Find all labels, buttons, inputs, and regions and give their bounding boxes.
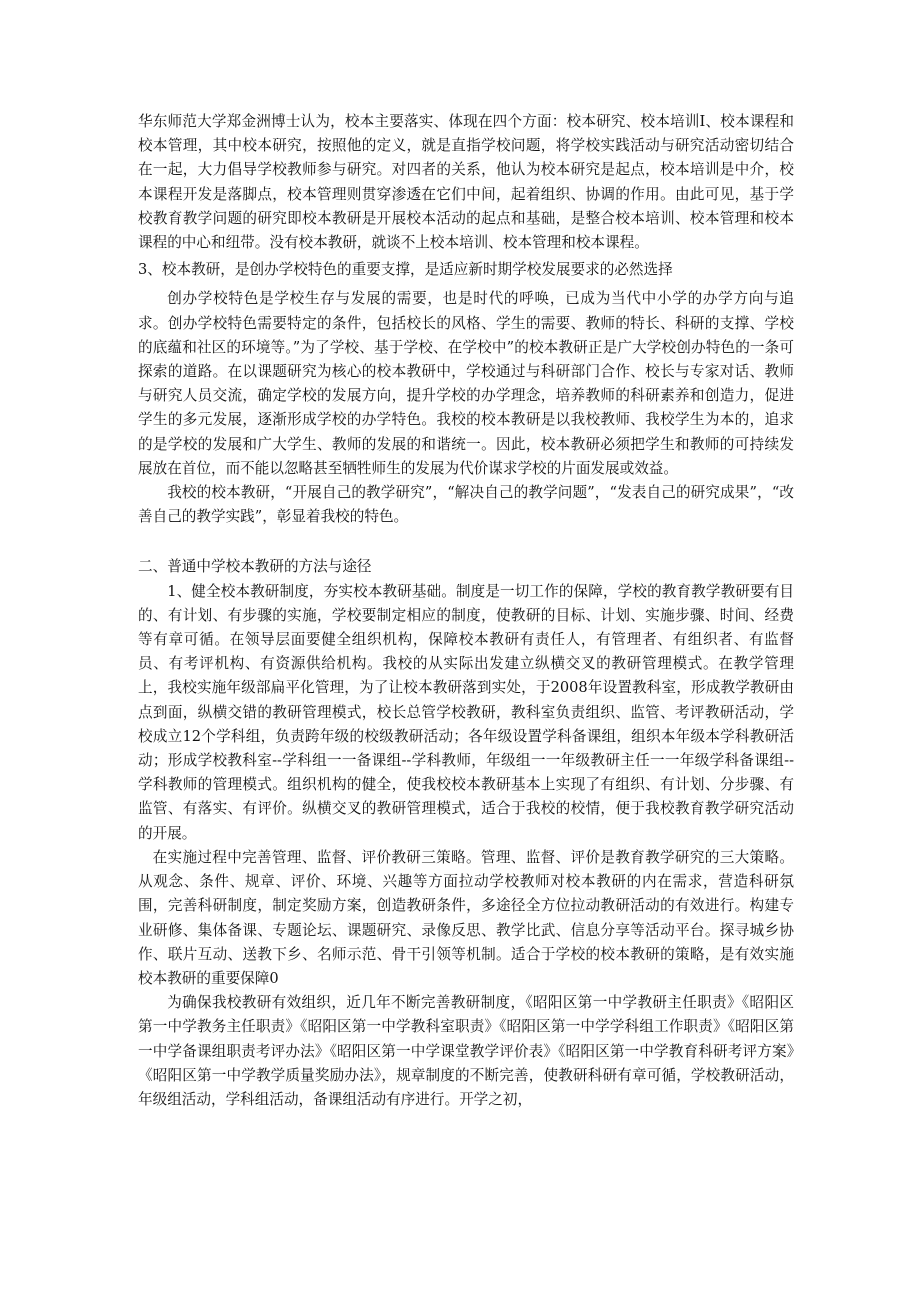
paragraph-management-strategy: 在实施过程中完善管理、监督、评价教研三策略。管理、监督、评价是教育教学研究的三大策略。从观念、条件、规章、评价、环境、兴趣等方面拉动学校教师对校本教研的内在需求，营造科研氛围，完善科研制度，制定奖励方案，创造教研条件，多途径全方位拉动教研活动的有效进行。构建专业研修、集体备课、专题论坛、课题研究、录像反思、教学比武、信息分享等活动平台。探寻城乡协作、联片互动、送教下乡、名师示范、骨干引领等机制。适合于学校的校本教研的策略，是有效实施校本教研的重要保障0 xyxy=(138,848,794,987)
document-body xyxy=(138,110,794,1112)
paragraph-system-building: 1、健全校本教研制度，夯实校本教研基础。制度是一切工作的保障，学校的教育教学教研要有目的、有计划、有步骤的实施，学校要制定相应的制度，使教研的目标、计划、实施步骤、时间、经费等有章可循。在领导层面要健全组织机构，保障校本教研有责任人，有管理者、有组织者、有监督员、有考评机构、有资源供给机构。我校的从实际出发建立纵横交叉的教研管理模式。在教学管理上，我校实施年级部扁平化管理，为了让校本教研落到实处，于2008年设置教科室，形成教学教研由点到面，纵横交错的教研管理模式，校长总管学校教研，教科室负责组织、监管、考评教研活动，学校成立12个学科组，负责跨年级的校级教研活动；各年级设置学科备课组，组织本年级本学科教研活动；形成学校教科室--学科组一一备课组--学科教师，年级组一一年级教研主任一一年级学科备课组--学科教师的管理模式。组织机构的健全，使我校校本教研基本上实现了有组织、有计划、分步骤、有监管、有落实、有评价。纵横交叉的教研管理模式，适合于我校的校情，便于我校教育教学研究活动的开展。 xyxy=(138,582,794,842)
paragraph-regulations: 为确保我校教研有效组织，近几年不断完善教研制度，《昭阳区第一中学教研主任职责》《昭阳区第一中学教务主任职责》《昭阳区第一中学教科室职责》《昭阳区第一中学学科组工作职责》《昭阳区第一中学备课组职责考评办法》《昭阳区第一中学课堂教学评价表》《昭阳区第一中学教育科研考评方案》《昭阳区第一中学教学质量奖励办法》，规章制度的不断完善，使教研科研有章可循，学校教研活动，年级组活动，学科组活动，备课组活动有序进行。开学之初， xyxy=(138,994,794,1108)
blank-line xyxy=(138,529,794,555)
paragraph-school-features: 我校的校本教研，“开展自己的教学研究”，“解决自己的教学问题”，“发表自己的研究成果”，“改善自己的教学实践”，彰显着我校的特色。 xyxy=(138,484,794,526)
paragraph-intro: 华东师范大学郑金洲博士认为，校本主要落实、体现在四个方面：校本研究、校本培训Ⅰ、校本课程和校本管理，其中校本研究，按照他的定义，就是直指学校问题，将学校实践活动与研究活动密切结合在一起，大力倡导学校教师参与研究。对四者的关系，他认为校本研究是起点，校本培训是中介，校本课程开发是落脚点，校本管理则贯穿渗透在它们中间，起着组织、协调的作用。由此可见，基于学校教育教学问题的研究即校本教研是开展校本活动的起点和基础，是整合校本培训、校本管理和校本课程的中心和纽带。没有校本教研，就谈不上校本培训、校本管理和校本课程。 xyxy=(138,113,794,252)
subsection-heading-3: 3、校本教研，是创办学校特色的重要支撑，是适应新时期学校发展要求的必然选择 xyxy=(138,261,673,279)
section-heading-2: 二、普通中学校本教研的方法与途径 xyxy=(138,558,372,576)
paragraph-school-characteristics: 创办学校特色是学校生存与发展的需要，也是时代的呼唤，已成为当代中小学的办学方向与追求。创办学校特色需要特定的条件，包括校长的风格、学生的需要、教师的特长、科研的支撑、学校的底蕴和社区的环境等。”为了学校、基于学校、在学校中”的校本教研正是广大学校创办特色的一条可探索的道路。在以课题研究为核心的校本教研中，学校通过与科研部门合作、校长与专家对话、教师与研究人员交流，确定学校的发展方向，提升学校的办学理念，培养教师的科研素养和创造力，促进学生的多元发展，逐渐形成学校的办学特色。我校的校本教研是以我校教师、我校学生为本的，追求的是学校的发展和广大学生、教师的发展的和谐统一。因此，校本教研必须把学生和教师的可持续发展放在首位，而不能以忽略甚至牺牲师生的发展为代价谋求学校的片面发展或效益。 xyxy=(138,290,794,477)
